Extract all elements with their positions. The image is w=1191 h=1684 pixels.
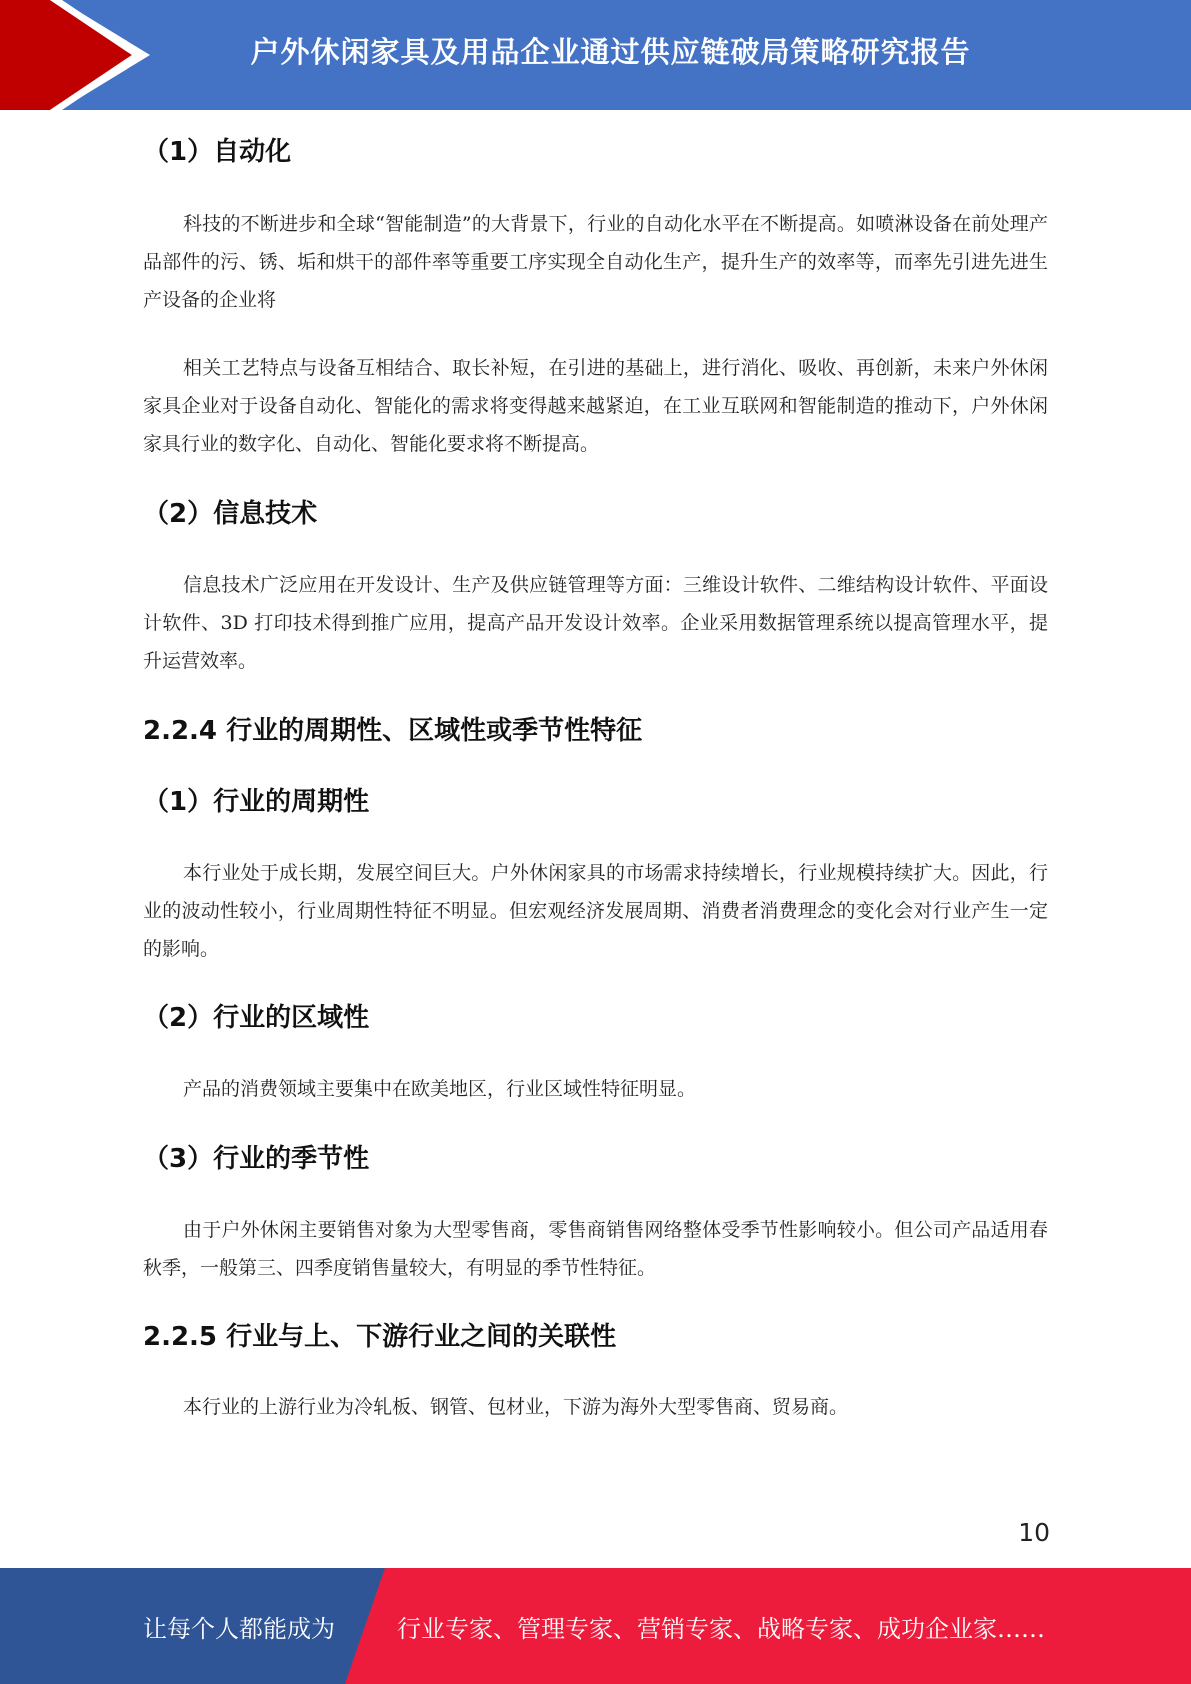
page-number: 10: [1018, 1518, 1050, 1547]
paragraph-upstream-downstream: 本行业的上游行业为冷轧板、钢管、包材业，下游为海外大型零售商、贸易商。: [183, 1396, 849, 1418]
paragraph-automation-2: 相关工艺特点与设备互相结合、取长补短，在引进的基础上，进行消化、吸收、再创新，未来户外休闲家具企业对于设备自动化、智能化的需求将变得越来越紧迫，在工业互联网和智能制造的推动下，户外休闲家具行业的数字化、自动化、智能化要求将不断提高。: [143, 357, 1048, 455]
section-heading-2-2-4: 2.2.4 行业的周期性、区域性或季节性特征: [143, 716, 643, 746]
paragraph-info-tech: 信息技术广泛应用在开发设计、生产及供应链管理等方面：三维设计软件、二维结构设计软件、平面设计软件、3D 打印技术得到推广应用，提高产品开发设计效率。企业采用数据管理系统以提高管理水平，提升运营效率。: [143, 574, 1048, 672]
paragraph-automation-1: 科技的不断进步和全球“智能制造”的大背景下，行业的自动化水平在不断提高。如喷淋设备在前处理产品部件的污、锈、垢和烘干的部件率等重要工序实现全自动化生产，提升生产的效率等，而率先引进先进生产设备的企业将: [143, 213, 1048, 311]
section-heading-2-2-5: 2.2.5 行业与上、下游行业之间的关联性: [143, 1322, 617, 1352]
heading-regionality: （2）行业的区域性: [143, 1003, 370, 1033]
heading-automation: （1）自动化: [143, 137, 292, 167]
paragraph-seasonality: 由于户外休闲主要销售对象为大型零售商，零售商销售网络整体受季节性影响较小。但公司产品适用春秋季，一般第三、四季度销售量较大，有明显的季节性特征。: [143, 1219, 1048, 1279]
heading-seasonality: （3）行业的季节性: [143, 1144, 370, 1174]
footer-banner: [0, 1568, 1191, 1684]
footer-slogan-left: 让每个人都能成为: [143, 1614, 335, 1643]
report-title: 户外休闲家具及用品企业通过供应链破局策略研究报告: [250, 34, 971, 69]
paragraph-periodicity: 本行业处于成长期，发展空间巨大。户外休闲家具的市场需求持续增长，行业规模持续扩大。因此，行业的波动性较小，行业周期性特征不明显。但宏观经济发展周期、消费者消费理念的变化会对行业产生一定的影响。: [143, 862, 1048, 960]
heading-info-tech: （2）信息技术: [143, 499, 318, 529]
paragraph-regionality: 产品的消费领域主要集中在欧美地区，行业区域性特征明显。: [183, 1078, 697, 1100]
heading-periodicity: （1）行业的周期性: [143, 787, 370, 817]
header-arrow-decoration: [0, 0, 160, 110]
footer-slogan-right: 行业专家、管理专家、营销专家、战略专家、成功企业家……: [397, 1614, 1045, 1643]
header-bar: [0, 0, 1191, 110]
